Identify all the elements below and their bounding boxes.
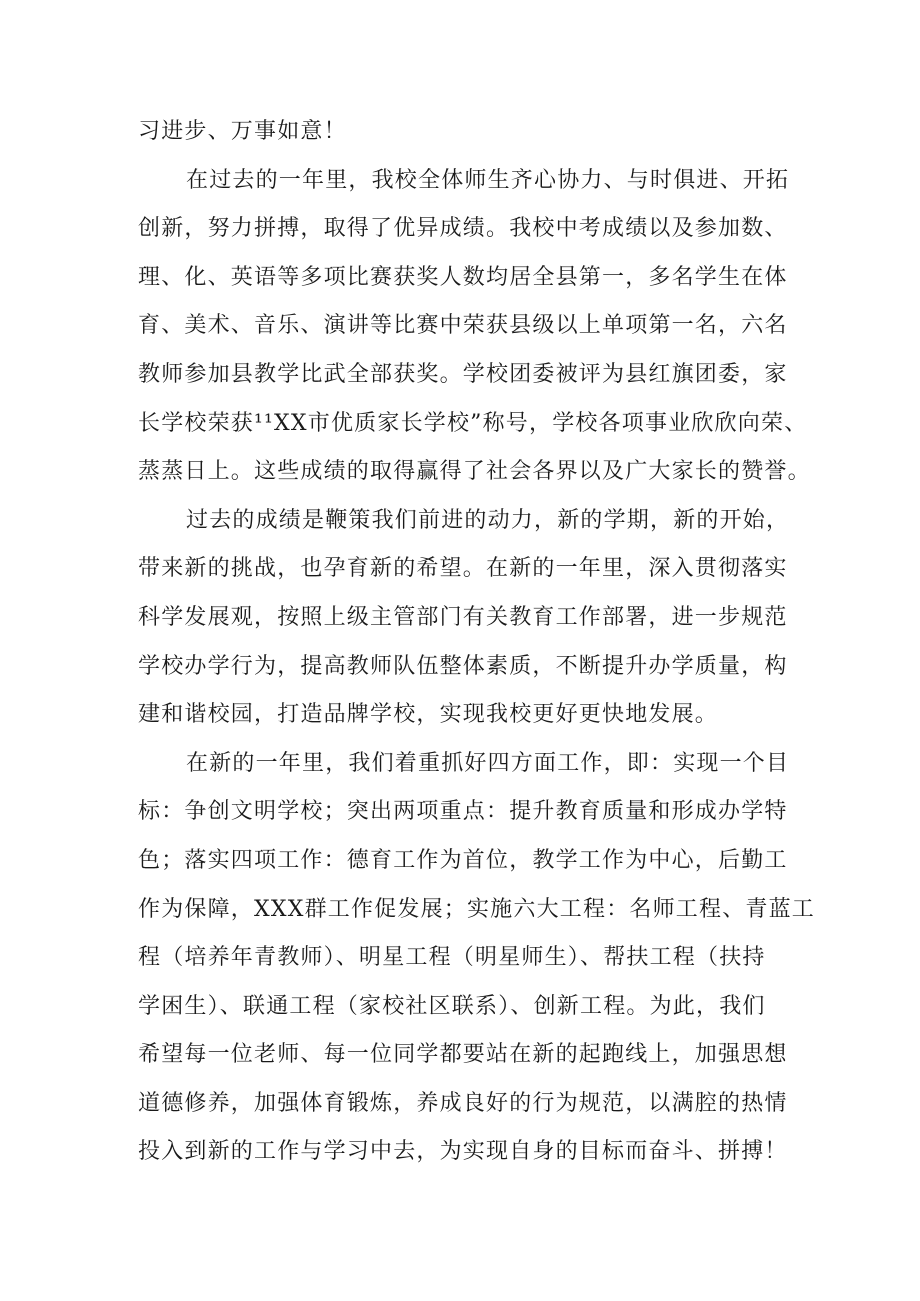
text-line: 建和谐校园，打造品牌学校，实现我校更好更快地发展。	[138, 702, 719, 728]
text-line: 习进步、万事如意！	[138, 119, 347, 144]
text-line: 投入到新的工作与学习中去，为实现自身的目标而奋斗、拼搏！	[138, 1139, 788, 1165]
text-line: 在新的一年里，我们着重抓好四方面工作，即：实现一个目	[186, 750, 790, 776]
text-line: 带来新的挑战，也孕育新的希望。在新的一年里，深入贯彻落实	[138, 556, 788, 582]
text-line: 蒸蒸日上。这些成绩的取得赢得了社会各界以及广大家长的赞誉。	[138, 459, 811, 485]
text-line: 希望每一位老师、每一位同学都要站在新的起跑线上，加强思想	[138, 1042, 788, 1068]
text-line: 色；落实四项工作：德育工作为首位，教学工作为中心，后勤工	[138, 847, 788, 873]
text-line: 程（培养年青教师）、明星工程（明星师生）、帮扶工程（扶持	[138, 945, 766, 971]
text-line: 理、化、英语等多项比赛获奖人数均居全县第一，多名学生在体	[138, 264, 788, 290]
body-text	[138, 108, 815, 1177]
text-line: 作为保障，XXX群工作促发展；实施六大工程：名师工程、青蓝工	[138, 896, 815, 922]
text-line: 道德修养，加强体育锻炼，养成良好的行为规范，以满腔的热情	[138, 1090, 788, 1116]
text-line: 学校办学行为，提高教师队伍整体素质，不断提升办学质量，构	[138, 653, 788, 679]
text-line: 过去的成绩是鞭策我们前进的动力，新的学期，新的开始，	[186, 507, 790, 533]
text-line: 教师参加县教学比武全部获奖。学校团委被评为县红旗团委，家	[138, 361, 788, 387]
text-line: 长学校荣获¹¹XX市优质家长学校”称号，学校各项事业欣欣向荣、	[138, 410, 808, 436]
text-line: 科学发展观，按照上级主管部门有关教育工作部署，进一步规范	[138, 604, 788, 630]
text-line: 创新，努力拼搏，取得了优异成绩。我校中考成绩以及参加数、	[138, 216, 788, 242]
text-line: 学困生）、联通工程（家校社区联系）、创新工程。为此，我们	[138, 993, 766, 1019]
text-line: 育、美术、音乐、演讲等比赛中荣获县级以上单项第一名，六名	[138, 313, 788, 339]
text-line: 在过去的一年里，我校全体师生齐心协力、与时俱进、开拓	[186, 167, 790, 193]
text-line: 标：争创文明学校；突出两项重点：提升教育质量和形成办学特	[138, 799, 788, 825]
